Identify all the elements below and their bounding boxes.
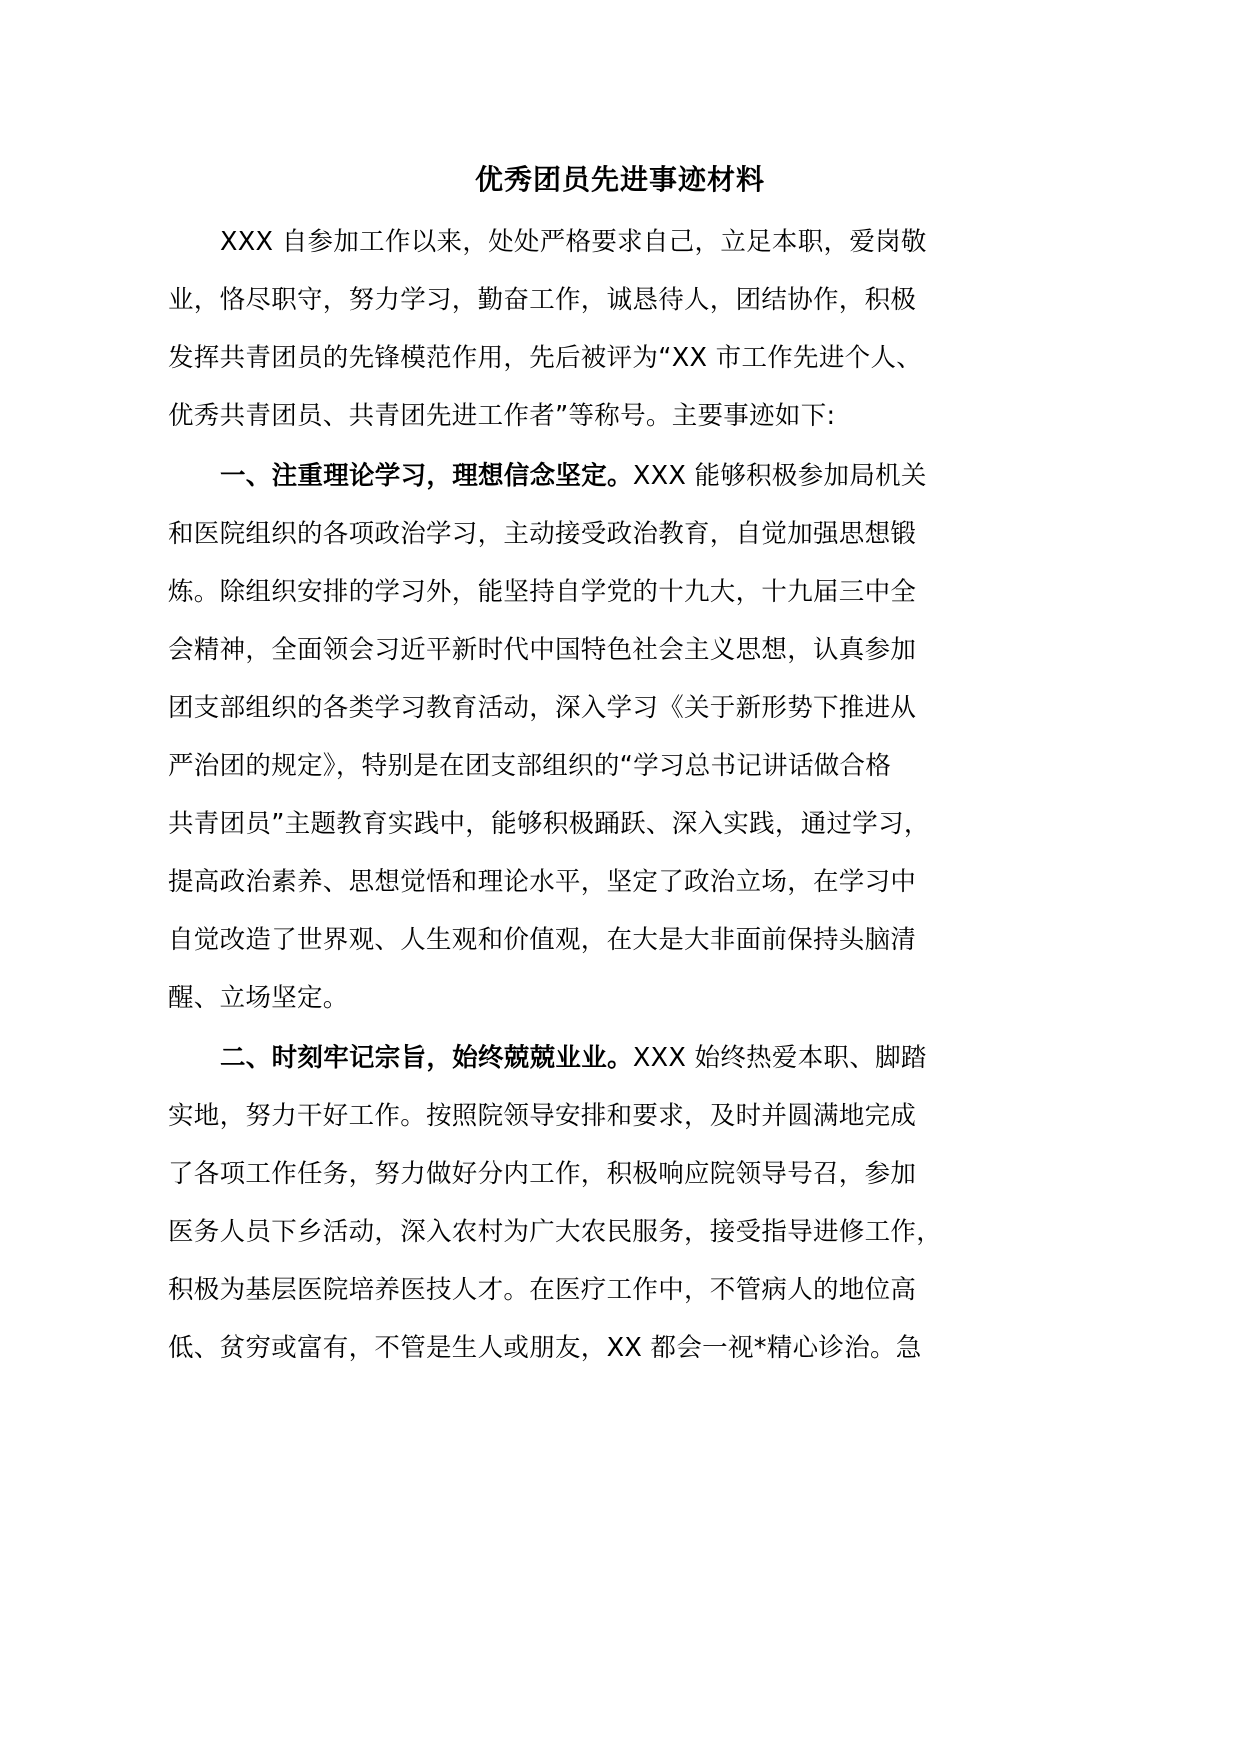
paragraph-2-line-9: 自觉改造了世界观、人生观和价值观，在大是大非面前保持头脑清 xyxy=(168,925,917,955)
paragraph-2-line-4: 会精神，全面领会习近平新时代中国特色社会主义思想，认真参加 xyxy=(168,635,917,665)
paragraph-2-line-7: 共青团员”主题教育实践中，能够积极踊跃、深入实践，通过学习， xyxy=(168,809,930,839)
paragraph-2-line-10: 醒、立场坚定。 xyxy=(168,983,349,1013)
paragraph-3-line-4: 医务人员下乡活动，深入农村为广大农民服务，接受指导进修工作， xyxy=(168,1217,943,1247)
paragraph-1-line-4: 优秀共青团员、共青团先进工作者”等称号。主要事迹如下: xyxy=(168,401,836,431)
paragraph-3-line-6: 低、贫穷或富有，不管是生人或朋友，XX 都会一视*精心诊治。急 xyxy=(168,1333,922,1363)
paragraph-2-line-6: 严治团的规定》，特别是在团支部组织的“学习总书记讲话做合格 xyxy=(168,751,892,781)
paragraph-3-line-2: 实地，努力干好工作。按照院领导安排和要求，及时并圆满地完成 xyxy=(168,1101,917,1131)
paragraph-3-line-1 xyxy=(220,1042,927,1074)
paragraph-3-line-3: 了各项工作任务，努力做好分内工作，积极响应院领导号召，参加 xyxy=(168,1159,917,1189)
paragraph-3-line-5: 积极为基层医院培养医技人才。在医疗工作中，不管病人的地位高 xyxy=(168,1275,917,1305)
paragraph-2-line-1 xyxy=(220,460,927,492)
paragraph-1-line-2: 业，恪尽职守，努力学习，勤奋工作，诚恳待人，团结协作，积极 xyxy=(168,285,917,315)
document-title: 优秀团员先进事迹材料 xyxy=(474,163,765,196)
paragraph-2-text: XXX 能够积极参加局机关 xyxy=(632,461,927,491)
paragraph-1-line-1: XXX 自参加工作以来，处处严格要求自己，立足本职，爱岗敬 xyxy=(220,227,927,257)
paragraph-2-line-8: 提高政治素养、思想觉悟和理论水平，坚定了政治立场，在学习中 xyxy=(168,867,917,897)
paragraph-3-text: XXX 始终热爱本职、脚踏 xyxy=(632,1043,927,1073)
paragraph-2-line-5: 团支部组织的各类学习教育活动，深入学习《关于新形势下推进从 xyxy=(168,693,917,723)
section-heading-1: 一、注重理论学习，理想信念坚定。 xyxy=(220,461,633,491)
section-heading-2: 二、时刻牢记宗旨，始终兢兢业业。 xyxy=(220,1043,633,1073)
paragraph-2-line-3: 炼。除组织安排的学习外，能坚持自学党的十九大，十九届三中全 xyxy=(168,577,917,607)
paragraph-1-line-3: 发挥共青团员的先锋模范作用，先后被评为“XX 市工作先进个人、 xyxy=(168,343,923,373)
paragraph-2-line-2: 和医院组织的各项政治学习，主动接受政治教育，自觉加强思想锻 xyxy=(168,519,917,549)
